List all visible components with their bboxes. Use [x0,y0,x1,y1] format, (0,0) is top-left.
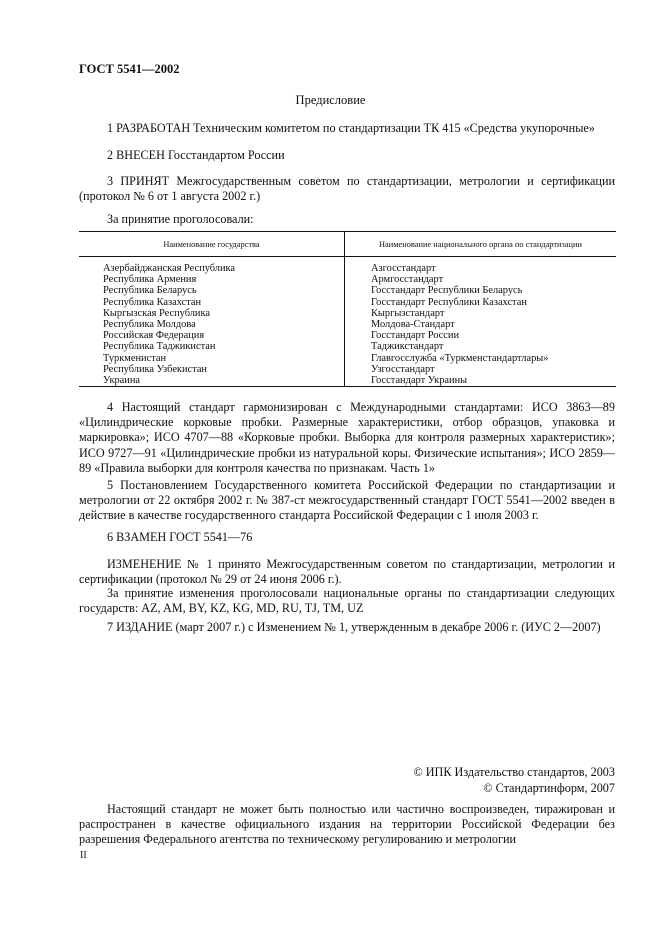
standards-body-name: Узгосстандарт [371,363,435,375]
page-title: Предисловие [295,93,366,107]
page-number: II [80,850,87,861]
paragraph-5: 5 Постановлением Государственного комитета Российской Федерации по стандартизации и метрологии от 22 октября 2002 г. № 387-ст межгосударственный стандарт ГОСТ 5541—2002 введен в действие в качестве государственного стандарта Российской Федерации с 1 июля 2003 г. [79,478,615,523]
state-name: Республика Армения [103,274,197,286]
state-name: Республика Таджикистан [103,341,216,353]
state-name: Украина [103,374,141,386]
table-header-body: Наименование национального органа по стандартизации [345,232,617,257]
standards-body-name: Главгосслужба «Туркменстандартлары» [371,352,549,364]
table-header-state: Наименование государства [79,232,345,257]
standards-body-name: Госстандарт Украины [371,374,468,386]
state-column [79,257,345,387]
state-name: Российская Федерация [103,330,205,342]
paragraph-4: 4 Настоящий стандарт гармонизирован с Международными стандартами: ИСО 3863—89 «Цилиндрические корковые пробки. Размерные характеристики, отбор образцов, упаковка и маркировка»; ИСО 4707—88 «Корковые пробки. Выборка для контроля размерных характеристик»; ИСО 9727—91 «Цилиндрические пробки из натуральной коры. Физические испытания»; ИСО 2859—89 «Правила выборки для контроля качества по признакам. Часть 1» [79,400,615,475]
reproduction-notice: Настоящий стандарт не может быть полностью или частично воспроизведен, тиражирован и распространен в качестве официального издания на территории Российской Федерации без разрешения Федерального агентства по техническому регулированию и метрологии [79,802,615,847]
paragraph-3: 3 ПРИНЯТ Межгосударственным советом по стандартизации, метрологии и сертификации (протокол № 6 от 1 августа 2002 г.) [79,174,615,204]
state-name: Азербайджанская Республика [103,263,236,274]
state-name: Республика Беларусь [103,285,197,297]
state-name: Республика Казахстан [103,296,202,308]
copyright-line-1: © ИПК Издательство стандартов, 2003 [413,765,615,779]
paragraph-2: 2 ВНЕСЕН Госстандартом России [107,148,285,162]
paragraph-1: 1 РАЗРАБОТАН Техническим комитетом по стандартизации ТК 415 «Средства укупорочные» [107,121,595,135]
voted-label: За принятие проголосовали: [107,212,254,226]
standards-body-name: Госстандарт России [371,330,460,342]
standards-body-name: Госстандарт Республики Беларусь [371,285,523,297]
paragraph-6: 6 ВЗАМЕН ГОСТ 5541—76 [107,530,253,544]
state-name: Республика Молдова [103,318,196,330]
standards-body-name: Госстандарт Республики Казахстан [371,296,527,308]
state-name: Республика Узбекистан [103,363,207,375]
document-id: ГОСТ 5541—2002 [79,62,180,76]
body-column [345,257,617,387]
standards-body-name: Азгосстандарт [371,263,436,274]
copyright-line-2: © Стандартинформ, 2007 [483,781,615,795]
standards-body-name: Таджикстандарт [371,341,444,353]
change-paragraph-2: За принятие изменения проголосовали национальные органы по стандартизации следующих государств: AZ, AM, BY, KZ, KG, MD, RU, TJ, TM, UZ [79,586,615,616]
paragraph-7: 7 ИЗДАНИЕ (март 2007 г.) с Изменением № 1, утвержденным в декабре 2006 г. (ИУС 2—2007) [107,620,601,634]
standards-body-name: Молдова-Стандарт [371,318,455,330]
standards-body-name: Армгосстандарт [371,274,444,286]
standards-body-name: Кыргызстандарт [371,307,445,319]
member-states-table [79,231,616,387]
state-name: Туркменистан [103,352,167,364]
state-name: Кыргызская Республика [103,307,210,319]
change-paragraph-1: ИЗМЕНЕНИЕ № 1 принято Межгосударственным советом по стандартизации, метрологии и сертификации (протокол № 29 от 24 июня 2006 г.). [79,557,615,587]
